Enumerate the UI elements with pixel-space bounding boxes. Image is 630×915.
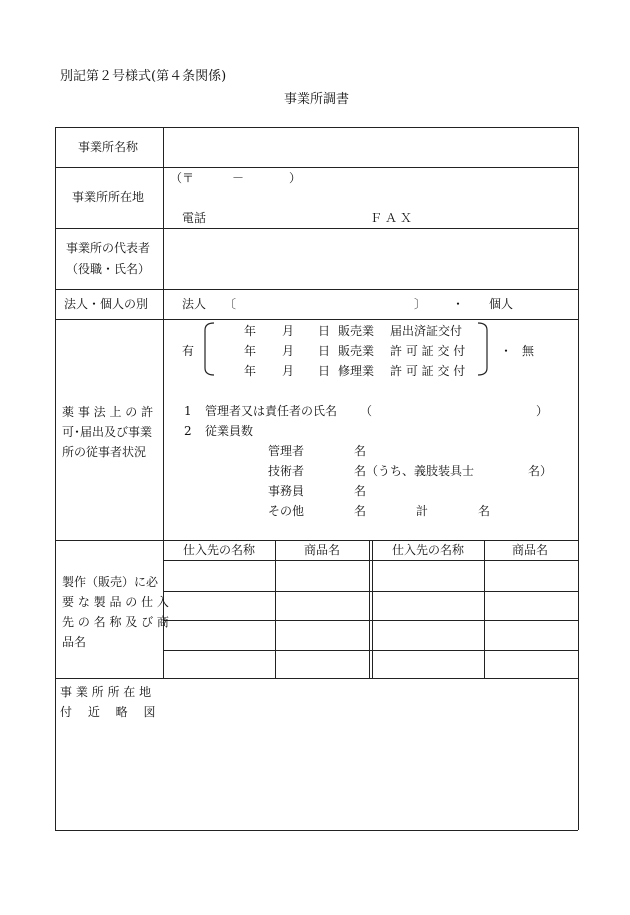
license-status: 許 可 証 交 付 <box>390 364 466 378</box>
staff-role: 事務員 <box>268 484 305 498</box>
manager-name-open: （ <box>360 404 373 418</box>
license-status: 許 可 証 交 付 <box>390 344 466 358</box>
day-label: 日 <box>318 344 331 358</box>
postal-dash: － <box>232 171 245 185</box>
license-separator: ・ <box>500 344 513 358</box>
row-divider <box>55 289 578 290</box>
item2-number: 2 <box>184 424 192 438</box>
license-yes-option[interactable]: 有 <box>182 344 195 358</box>
right-brace-icon <box>476 322 490 376</box>
month-label: 月 <box>282 344 295 358</box>
table-border-top <box>55 127 578 128</box>
product-name-header: 商品名 <box>304 543 341 557</box>
table-border-left <box>55 127 56 830</box>
pharma-label-line3: 所の従事者状況 <box>62 445 147 459</box>
map-label-line1: 事 業 所 所 在 地 <box>60 685 152 699</box>
supplier-grid-line <box>372 540 373 678</box>
supplier-name-header: 仕入先の名称 <box>392 543 465 557</box>
office-name-field[interactable] <box>170 140 570 156</box>
bracket-close: 〕 <box>414 297 427 311</box>
office-name-label: 事業所名称 <box>78 140 139 154</box>
month-label: 月 <box>282 364 295 378</box>
staff-role: 管理者 <box>268 444 305 458</box>
supplier-grid-line <box>275 540 276 678</box>
staff-role: その他 <box>268 504 305 518</box>
supplier-label-line3: 先 の 名 称 及 び 商 <box>62 615 169 629</box>
total-unit: 名 <box>478 504 491 518</box>
supplier-label-line4: 品名 <box>62 635 87 649</box>
total-label: 計 <box>416 504 429 518</box>
employee-count-label: 従業員数 <box>205 424 254 438</box>
staff-role: 技術者 <box>268 464 305 478</box>
phone-label: 電話 <box>182 211 207 225</box>
office-address-label: 事業所所在地 <box>72 190 145 204</box>
supplier-grid-line <box>163 591 578 592</box>
entity-type-label: 法人・個人の別 <box>64 297 149 311</box>
year-label: 年 <box>244 364 257 378</box>
postal-close: ） <box>289 171 302 185</box>
table-border-right <box>578 127 579 830</box>
map-drawing-area[interactable] <box>170 700 570 820</box>
row-divider <box>55 540 578 541</box>
representative-sublabel: （役職・氏名） <box>66 262 151 276</box>
supplier-grid-line <box>484 540 485 678</box>
fax-label: ＦＡＸ <box>370 211 416 225</box>
license-no-option[interactable]: 無 <box>522 344 535 358</box>
row-divider <box>55 678 578 679</box>
year-label: 年 <box>244 324 257 338</box>
staff-unit: 名（うち、義肢装具士 <box>354 464 475 478</box>
supplier-label-line1: 製作（販売）に必 <box>62 575 159 589</box>
bracket-open: 〔 <box>224 297 237 311</box>
corporate-option[interactable]: 法人 <box>182 297 207 311</box>
business-type: 販売業 <box>338 324 375 338</box>
map-label-line2: 付 近 略 図 <box>60 705 156 719</box>
staff-unit: 名 <box>354 444 367 458</box>
staff-unit: 名 <box>354 484 367 498</box>
staff-unit: 名 <box>354 504 367 518</box>
year-label: 年 <box>244 344 257 358</box>
document-title: 事業所調書 <box>284 92 350 107</box>
row-divider <box>55 167 578 168</box>
form-number: 別記第２号様式(第４条関係) <box>60 69 227 84</box>
representative-label: 事業所の代表者 <box>66 241 151 255</box>
supplier-grid-line <box>369 540 370 678</box>
business-type: 修理業 <box>338 364 375 378</box>
pharma-label-line1: 薬 事 法 上 の 許 <box>62 405 154 419</box>
supplier-grid-line <box>163 650 578 651</box>
supplier-name-header: 仕入先の名称 <box>183 543 256 557</box>
business-type: 販売業 <box>338 344 375 358</box>
row-divider <box>55 228 578 229</box>
manager-name-close: ） <box>536 404 549 418</box>
month-label: 月 <box>282 324 295 338</box>
license-status: 届出済証交付 <box>390 324 463 338</box>
item1-number: 1 <box>184 404 192 418</box>
individual-option[interactable]: 個人 <box>489 297 514 311</box>
table-border-bottom <box>55 830 578 831</box>
day-label: 日 <box>318 324 331 338</box>
left-brace-icon <box>202 322 216 376</box>
supplier-label-line2: 要 な 製 品 の 仕 入 <box>62 595 169 609</box>
pharma-label-line2: 可･届出及び事業 <box>62 425 153 439</box>
supplier-grid-line <box>163 620 578 621</box>
entity-separator: ・ <box>452 297 465 311</box>
row-divider <box>55 319 578 320</box>
postal-open: （〒 <box>170 171 195 185</box>
manager-name-label: 管理者又は責任者の氏名 <box>205 404 338 418</box>
staff-unit-end: 名） <box>528 464 553 478</box>
day-label: 日 <box>318 364 331 378</box>
product-name-header: 商品名 <box>512 543 549 557</box>
supplier-grid-line <box>163 560 578 561</box>
